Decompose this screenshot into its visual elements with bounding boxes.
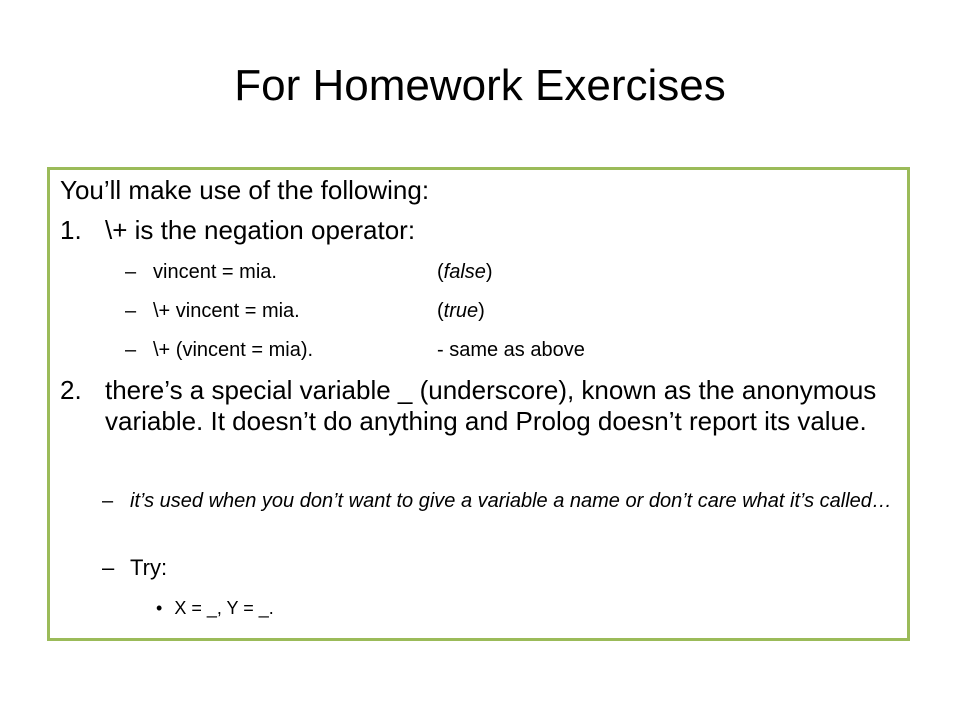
dash-marker: – [125,339,137,361]
list-item-1 [60,215,415,246]
bullet-marker: • [156,598,163,618]
slide-title: For Homework Exercises [234,61,726,110]
note-text: - same as above [437,339,585,361]
code-text: X = _, Y = _. [174,598,274,618]
intro-text: You’ll make use of the following: [60,175,430,205]
list-number: 2. [60,375,82,405]
list-number: 1. [60,215,82,245]
dash-marker: – [102,555,115,580]
note-text: (false) [437,261,493,283]
list-item-2 [60,375,900,437]
dash-marker: – [125,261,137,283]
dash-marker: – [125,300,137,322]
code-text: vincent = mia. [153,261,277,283]
list-item-text: \+ is the negation operator: [105,215,416,245]
sub-item-italic [102,488,898,514]
try-label: Try: [130,555,168,580]
bullet-item [156,598,274,619]
note-italic: false [443,261,486,283]
list-item-text: there’s a special variable _ (underscore), known as the anonymous variable. It doesn’t do anything and Prolog doesn’t report its value. [105,375,877,436]
note-text: (true) [437,300,485,322]
italic-text: it’s used when you don’t want to give a variable a name or don’t care what it’s called… [130,490,892,512]
dash-marker: – [102,490,114,512]
code-text: \+ (vincent = mia). [153,339,314,361]
code-text: \+ vincent = mia. [153,300,300,322]
note-italic: true [443,300,479,322]
